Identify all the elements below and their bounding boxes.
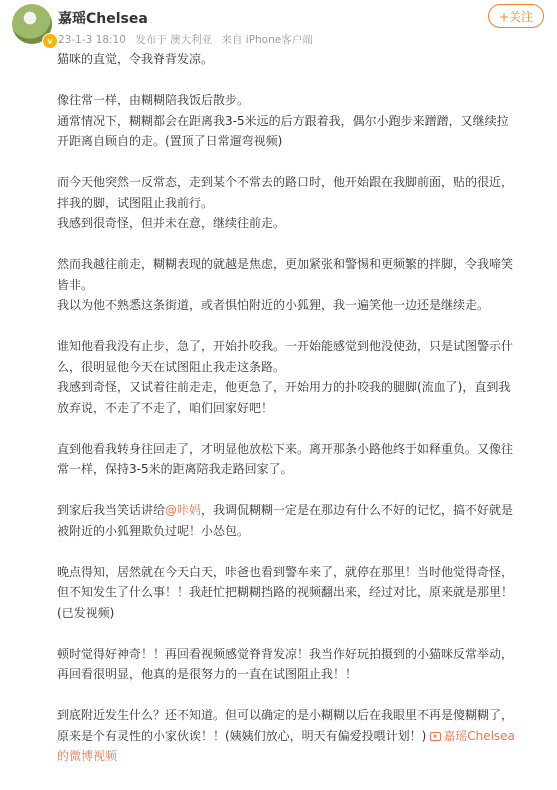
text-line: 放弃说，不走了不走了，咱们回家好吧！ [57, 400, 274, 415]
text-line: 顿时觉得好神奇！！再回看视频感觉脊背发凉！我当作好玩拍摄到的小猫咪反常举动， [57, 646, 514, 661]
text-line: 谁知他看我没有止步，急了，开始扑咬我。一开始能感觉到他没使劲，只是试图警示什 [57, 339, 514, 353]
text-line: 开距离自顾自的走。(置顶了日常遛弯视频) [57, 134, 283, 148]
paragraph-4 [57, 254, 547, 316]
verified-badge-icon: v [42, 33, 58, 49]
text-line: 晚点得知，居然就在今天白天，咔爸也看到警车来了，就停在那里！当时他觉得奇怪， [57, 564, 514, 579]
post-date[interactable]: 23-1-3 18:10 [58, 34, 126, 46]
text-line: 常一样，保持3-5米的距离陪我走路回家了。 [57, 462, 293, 476]
paragraph-10 [57, 705, 547, 767]
video-link-label: 嘉瑶Chelsea [443, 728, 515, 743]
text-line: 再回看很明显，他真的是很努力的一直在试图阻止我！！ [57, 667, 358, 681]
paragraph-7 [57, 500, 547, 541]
mention-link[interactable]: @咔妈 [165, 503, 202, 517]
text-segment: ，我调侃糊糊一定是在那边有什么不好的记忆，搞不好就是 [201, 503, 514, 517]
text-line: 皆非。 [57, 277, 94, 292]
post-header [0, 0, 557, 50]
post-source: 来自 iPhone客户端 [221, 34, 313, 46]
post-content [57, 49, 547, 787]
paragraph-2 [57, 90, 547, 152]
video-icon [430, 732, 441, 741]
text-line [57, 726, 547, 747]
text-line: 而今天他突然一反常态，走到某个不常去的路口时，他开始跟在我脚前面，贴的很近， [57, 175, 514, 189]
follow-button[interactable]: +关注 [488, 4, 544, 28]
avatar[interactable] [12, 4, 52, 44]
paragraph-6 [57, 439, 547, 480]
post-meta [58, 32, 319, 47]
text-line: 猫咪的直觉，令我脊背发凉。 [57, 52, 214, 66]
text-line: 我感到很奇怪，但并未在意，继续往前走。 [57, 216, 286, 230]
text-line: 么，很明显他今天在试图阻止我走这条路。 [57, 359, 286, 374]
paragraph-9 [57, 644, 547, 685]
video-link-continued[interactable]: 的微博视频 [57, 749, 118, 763]
text-line: 像往常一样，由糊糊陪我饭后散步。 [57, 93, 250, 107]
video-link[interactable] [430, 729, 515, 743]
post-location: 发布于 澳大利亚 [135, 34, 213, 46]
text-line: 被附近的小狐狸欺负过呢！小怂包。 [57, 523, 250, 538]
text-line: 通常情况下，糊糊都会在距离我3-5米远的后方跟着我，偶尔小跑步来蹭蹭，又继续拉 [57, 113, 509, 128]
text-line [57, 500, 547, 521]
text-line: 但不知发生了什么事！！我赶忙把糊糊挡路的视频翻出来，经过对比，原来就是那里！ [57, 585, 514, 599]
text-segment: 原来是个有灵性的小家伙诶！！(姨姨们放心，明天有偏爱投喂计划！) [57, 728, 427, 743]
paragraph-1 [57, 49, 547, 70]
username[interactable]: 嘉瑶Chelsea [58, 11, 148, 27]
text-line: 到底附近发生什么？还不知道。但可以确定的是小糊糊以后在我眼里不再是傻糊糊了， [57, 708, 514, 722]
paragraph-8 [57, 562, 547, 624]
text-line: 然而我越往前走，糊糊表现的就越是焦虑，更加紧张和警惕和更频繁的拌脚，令我啼笑 [57, 257, 514, 271]
paragraph-5 [57, 336, 547, 418]
text-line: 我以为他不熟悉这条街道，或者惧怕附近的小狐狸，我一遍笑他一边还是继续走。 [57, 298, 490, 312]
paragraph-3 [57, 172, 547, 234]
text-line: 拌我的脚，试图阻止我前行。 [57, 195, 214, 210]
text-line: (已发视频) [57, 605, 115, 620]
text-line: 直到他看我转身往回走了，才明显他放松下来。离开那条小路他终于如释重负。又像往 [57, 441, 514, 456]
text-line: 我感到奇怪，又试着往前走走，他更急了，开始用力的扑咬我的腿脚(流血了)，直到我 [57, 380, 511, 394]
text-segment: 到家后我当笑话讲给 [57, 503, 166, 517]
